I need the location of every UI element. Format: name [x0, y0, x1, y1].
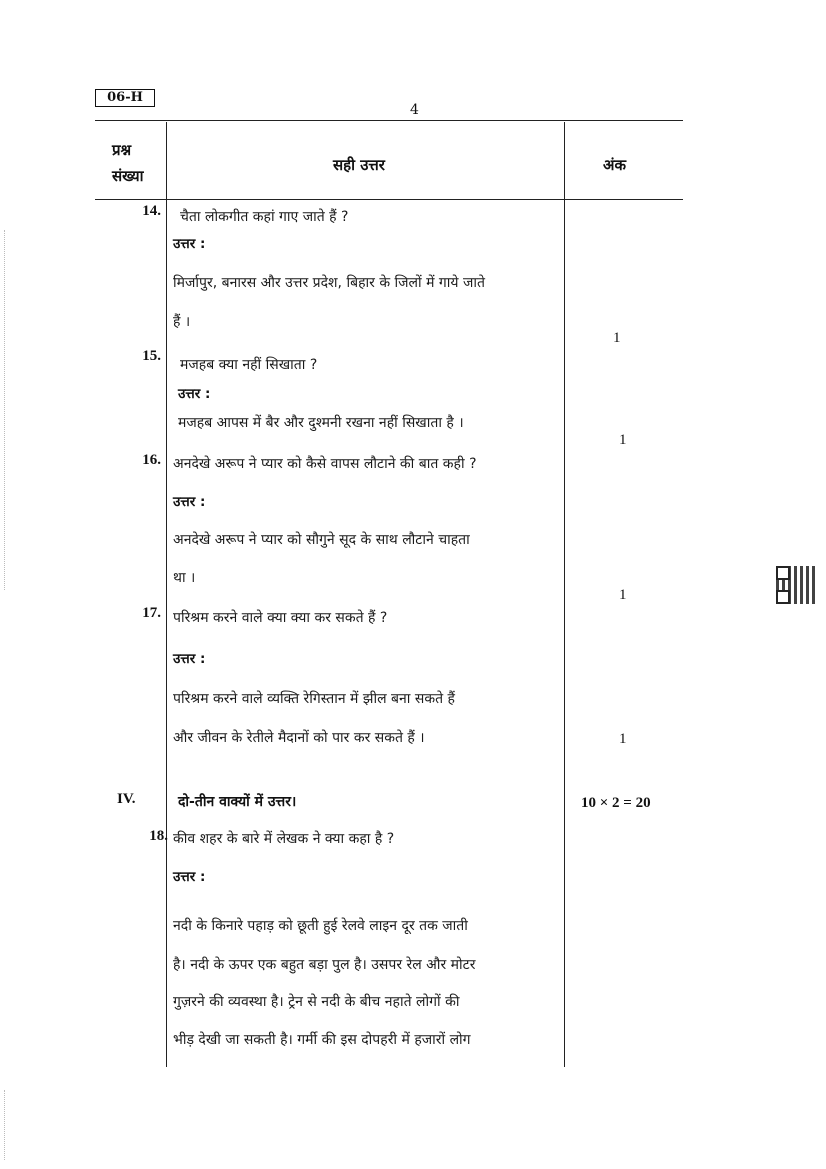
section-marks: 10 × 2 = 20: [581, 795, 651, 811]
paper-code: 06-H: [95, 89, 155, 107]
answer-line: था ।: [173, 570, 196, 586]
answer-label: उत्तर :: [173, 651, 206, 667]
marks-value: 1: [619, 587, 627, 603]
question-number: 17.: [142, 605, 161, 621]
answer-line: मिर्जापुर, बनारस और उत्तर प्रदेश, बिहार के जिलों में गाये जाते: [173, 275, 485, 291]
question-text: अनदेखे अरूप ने प्यार को कैसे वापस लौटाने की बात कही ?: [173, 456, 477, 472]
question-number: 16.: [142, 452, 161, 468]
table-top-border: [95, 120, 683, 121]
question-text: मजहब क्या नहीं सिखाता ?: [180, 357, 318, 373]
answer-line: नदी के किनारे पहाड़ को छूती हुई रेलवे लाइन दूर तक जाती: [173, 918, 468, 934]
question-number: 15.: [142, 348, 161, 364]
question-number: 14.: [142, 203, 161, 219]
question-number: 18.: [149, 828, 168, 844]
answer-line: अनदेखे अरूप ने प्यार को सौगुने सूद के साथ लौटाने चाहता: [173, 532, 470, 548]
column-divider-right: [564, 122, 565, 1067]
answer-line: भीड़ देखी जा सकती है। गर्मी की इस दोपहरी में हजारों लोग: [173, 1032, 471, 1048]
header-question-no-line2: संख्या: [112, 167, 144, 185]
header-question-no-line1: प्रश्न: [112, 141, 132, 159]
qr-code-icon: [776, 566, 816, 604]
answer-line: हैं ।: [173, 314, 191, 330]
header-marks: अंक: [603, 156, 626, 174]
scan-edge-dots: [4, 1090, 7, 1160]
answer-line: मजहब आपस में बैर और दुश्मनी रखना नहीं सिखाता है ।: [178, 415, 464, 431]
column-divider-left: [166, 122, 167, 1067]
answer-label: उत्तर :: [178, 386, 211, 402]
marks-value: 1: [613, 330, 621, 346]
marks-value: 1: [619, 432, 627, 448]
question-text: कीव शहर के बारे में लेखक ने क्या कहा है ?: [173, 831, 395, 847]
answer-line: गुज़रने की व्यवस्था है। ट्रेन से नदी के बीच नहाते लोगों की: [173, 994, 460, 1010]
marks-value: 1: [619, 731, 627, 747]
answer-line: है। नदी के ऊपर एक बहुत बड़ा पुल है। उसपर रेल और मोटर: [173, 957, 476, 973]
scan-edge-dots: [4, 230, 7, 590]
question-text: चैता लोकगीत कहां गाए जाते हैं ?: [180, 209, 349, 225]
answer-label: उत्तर :: [173, 494, 206, 510]
page-number: 4: [410, 102, 419, 118]
header-correct-answer: सही उत्तर: [333, 156, 385, 174]
answer-line: परिश्रम करने वाले व्यक्ति रेगिस्तान में झील बना सकते हैं: [173, 691, 455, 707]
section-title: दो-तीन वाक्यों में उत्तर।: [178, 794, 297, 810]
answer-line: और जीवन के रेतीले मैदानों को पार कर सकते हैं ।: [173, 730, 425, 746]
answer-label: उत्तर :: [173, 236, 206, 252]
section-number: IV.: [117, 791, 136, 807]
answer-label: उत्तर :: [173, 869, 206, 885]
question-text: परिश्रम करने वाले क्या क्या कर सकते हैं ?: [173, 610, 388, 626]
table-header-divider: [95, 199, 683, 200]
